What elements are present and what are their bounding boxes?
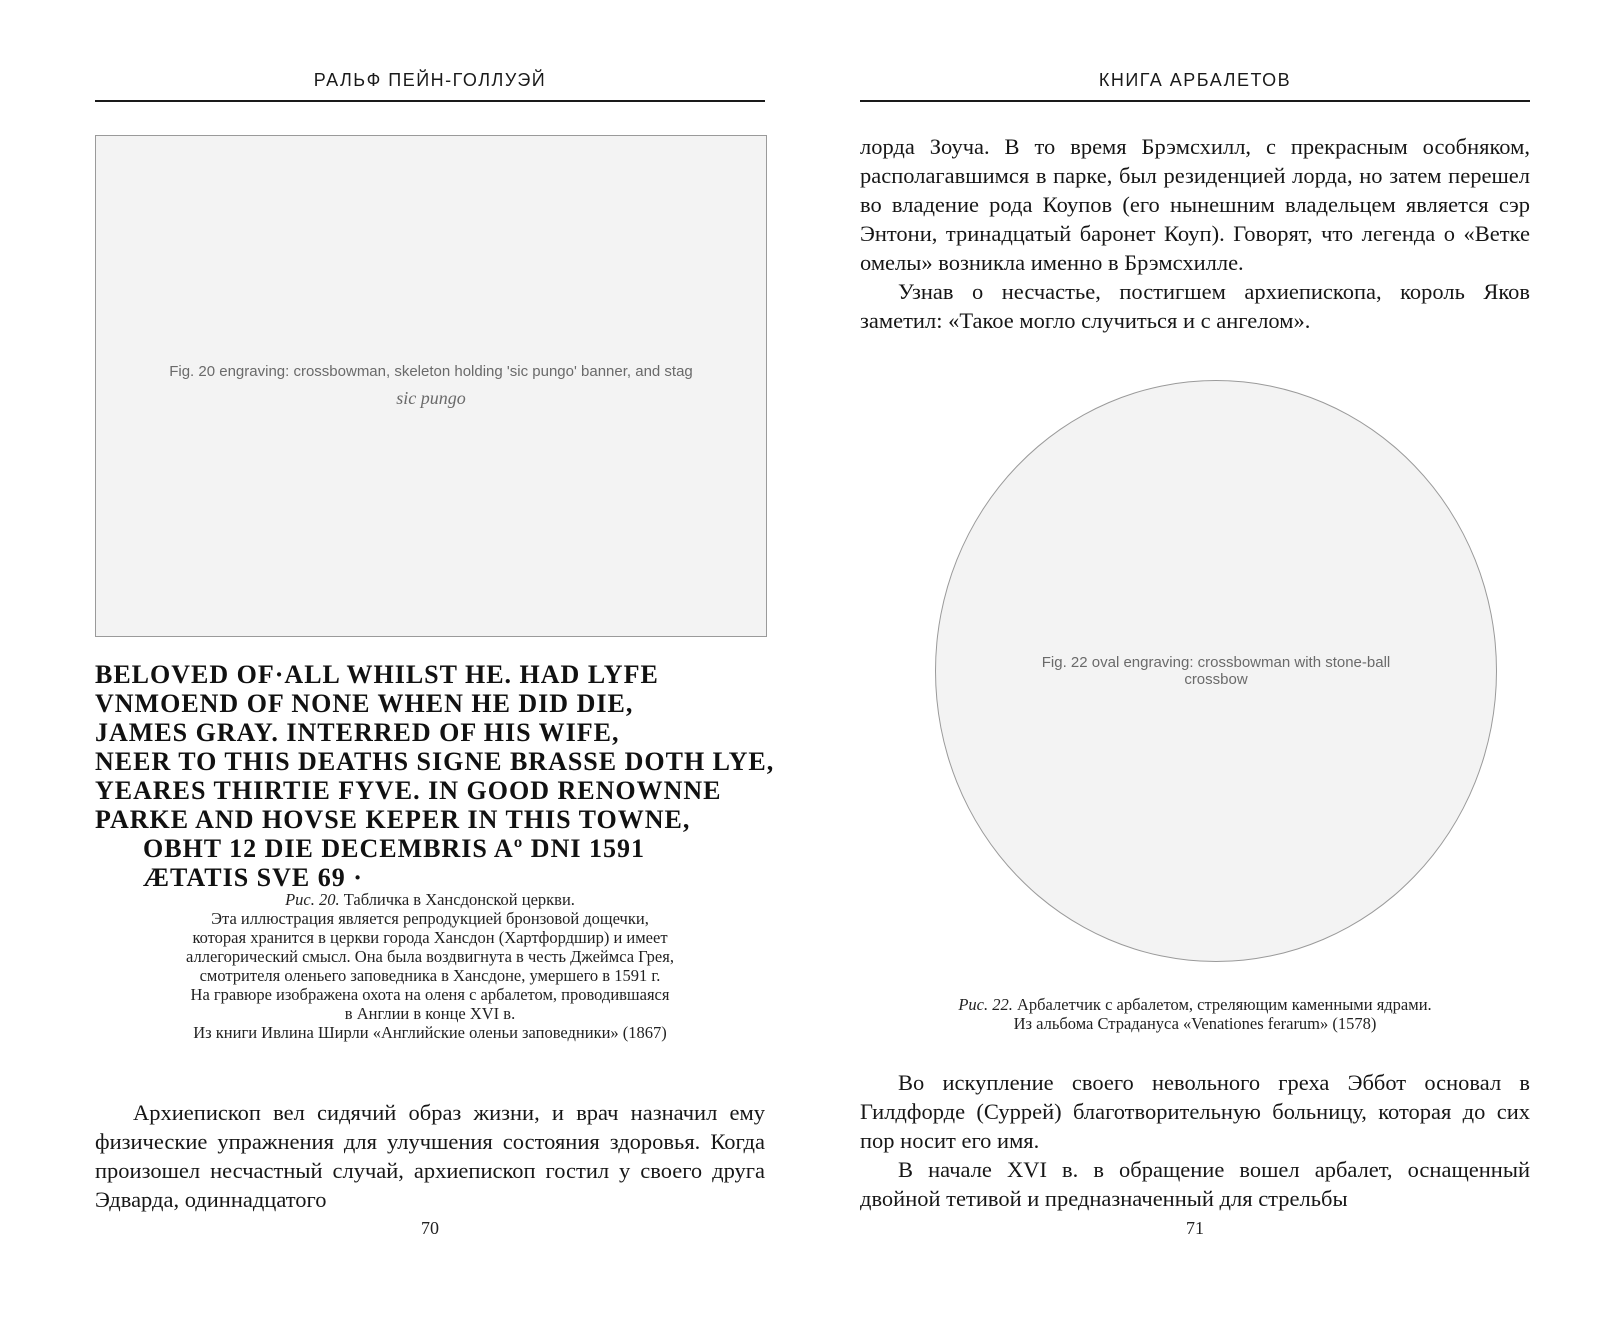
figure-20-banner-text: sic pungo [396,388,466,408]
figure-22-label: Fig. 22 oval engraving: crossbowman with stone-ball crossbow [1041,654,1391,688]
body-paragraph: Архиепископ вел сидячий образ жизни, и врач назначил ему физические упражнения для улучшения состояния здоровья. Когда произошел несчастный случай, архиепископ гостил у своего друга Эдварда, одиннадцатого [95,1100,765,1212]
running-head-left: РАЛЬФ ПЕЙН-ГОЛЛУЭЙ [313,70,547,90]
figure-20-illustration [95,135,767,637]
figure-22-source: Из альбома Страдануса «Venationes ferarum» (1578) [1013,1014,1377,1033]
plaque-line: BELOVED OF·ALL WHILST HE. HAD LYFE [95,660,659,689]
header-rule-left [95,100,765,102]
page-number-right: 71 [1186,1218,1204,1238]
figure-22-title: Арбалетчик с арбалетом, стреляющим каменными ядрами. [1017,995,1432,1014]
caption-line: смотрителя оленьего заповедника в Хансдоне, умершего в 1591 г. [199,966,661,985]
right-page [860,0,1530,1340]
plaque-line: VNMOEND OF NONE WHEN HE DID DIE, [95,689,634,718]
page-number-left: 70 [421,1218,439,1238]
left-body-text [95,1098,765,1214]
right-body-text-bottom [860,1068,1530,1213]
plaque-line: ÆTATIS SVE 69 · [143,863,363,892]
left-page [95,0,775,1340]
figure-20-ref: Рис. 20. [285,890,340,909]
figure-22-ref: Рис. 22. [958,995,1013,1014]
caption-line: На гравюре изображена охота на оленя с арбалетом, проводившаяся [190,985,670,1004]
caption-line: Из книги Ивлина Ширли «Английские оленьи заповедники» (1867) [193,1023,667,1042]
figure-20-caption [95,890,765,1042]
plaque-line: PARKE AND HOVSE KEPER IN THIS TOWNE, [95,805,691,834]
figure-20-title: Табличка в Хансдонской церкви. [343,890,575,909]
caption-line: Эта иллюстрация является репродукцией бронзовой дощечки, [211,909,649,928]
caption-line: в Англии в конце XVI в. [344,1004,516,1023]
figure-22-caption [860,995,1530,1033]
right-body-text-top [860,132,1530,335]
memorial-plaque-inscription [95,660,775,892]
plaque-line: OBHT 12 DIE DECEMBRIS Aº DNI 1591 [143,834,645,863]
body-paragraph: В начале XVI в. в обращение вошел арбалет, оснащенный двойной тетивой и предназначенный для стрельбы [860,1157,1530,1211]
caption-line: аллегорический смысл. Она была воздвигнута в честь Джеймса Грея, [186,947,674,966]
body-paragraph: Во искупление своего невольного греха Эббот основал в Гилдфорде (Суррей) благотворительную больницу, которая до сих пор носит его имя. [860,1070,1530,1153]
plaque-line: JAMES GRAY. INTERRED OF HIS WIFE, [95,718,620,747]
caption-line: которая хранится в церкви города Хансдон (Хартфордшир) и имеет [192,928,668,947]
body-paragraph: лорда Зоуча. В то время Брэмсхилл, с прекрасным особняком, располагавшимся в парке, был резиденцией лорда, но затем перешел во владение рода Коупов (его нынешним владельцем является сэр Энтони, тринадцатый баронет Коуп). Говорят, что легенда о «Ветке омелы» возникла именно в Брэмсхилле. [860,134,1530,275]
figure-20-label: Fig. 20 engraving: crossbowman, skeleton holding 'sic pungo' banner, and stag [169,363,693,380]
running-head-right: КНИГА АРБАЛЕТОВ [1098,70,1292,90]
header-rule-right [860,100,1530,102]
plaque-line: YEARES THIRTIE FYVE. IN GOOD RENOWNNE [95,776,722,805]
plaque-line: NEER TO THIS DEATHS SIGNE BRASSE DOTH LYE, [95,747,775,776]
body-paragraph: Узнав о несчастье, постигшем архиепископа, король Яков заметил: «Такое могло случиться и с ангелом». [860,279,1530,333]
figure-22-illustration [935,380,1497,962]
